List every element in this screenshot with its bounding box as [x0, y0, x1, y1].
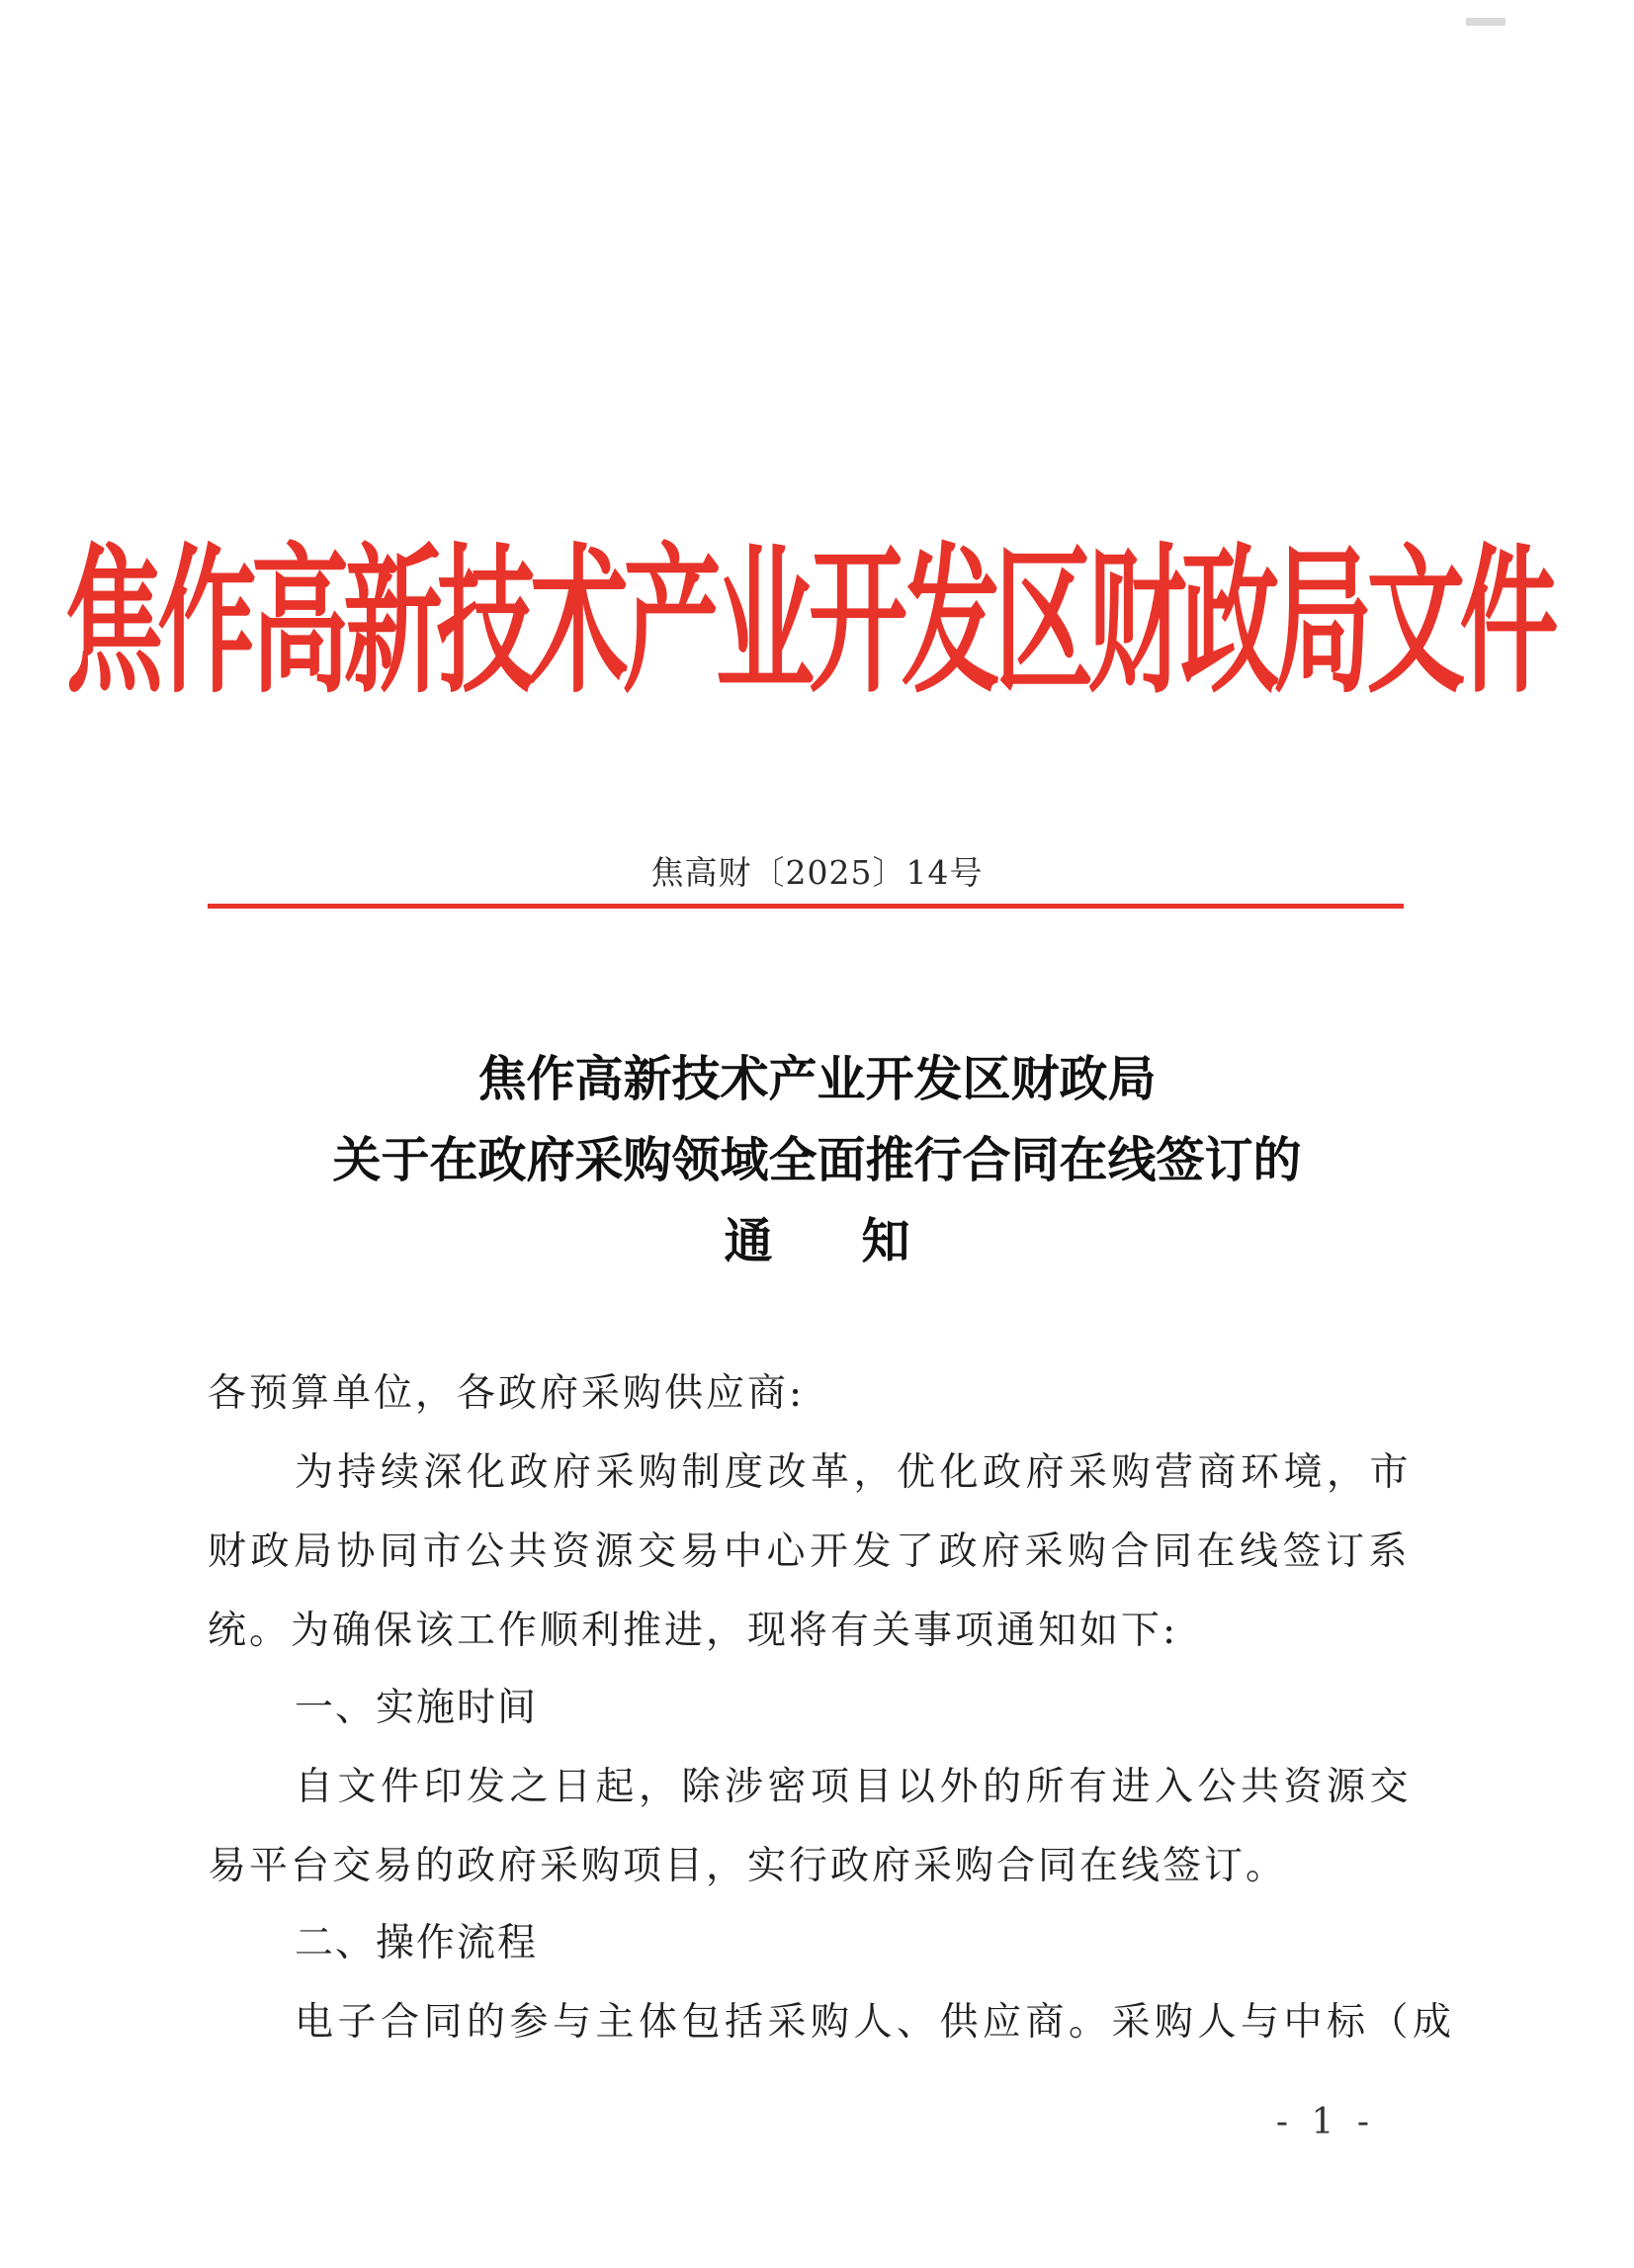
- paragraph-2-line-1: 自文件印发之日起，除涉密项目以外的所有进入公共资源交: [295, 1765, 1414, 1809]
- scan-mark: [1466, 18, 1505, 26]
- document-number: 焦高财〔2025〕14号: [650, 853, 984, 892]
- masthead-text: 焦作高新技术产业开发区财政局文件: [63, 528, 1553, 716]
- paragraph-1-line-3: 统。为确保该工作顺利推进，现将有关事项通知如下:: [208, 1609, 1179, 1653]
- masthead-title: [63, 514, 1553, 716]
- paragraph-2-line-2: 易平台交易的政府采购项目，实行政府采购合同在线签订。: [208, 1844, 1288, 1888]
- title-line-1: 焦作高新技术产业开发区财政局: [477, 1050, 1157, 1107]
- red-divider-line: [208, 904, 1404, 909]
- paragraph-1-line-2: 财政局协同市公共资源交易中心开发了政府采购合同在线签订系: [208, 1529, 1413, 1574]
- salutation: 各预算单位，各政府采购供应商:: [208, 1371, 806, 1416]
- paragraph-1-line-1: 为持续深化政府采购制度改革，优化政府采购营商环境，市: [295, 1450, 1414, 1495]
- paragraph-3-line-1: 电子合同的参与主体包括采购人、供应商。采购人与中标（成: [295, 2000, 1456, 2045]
- section-heading-1: 一、实施时间: [295, 1686, 539, 1730]
- title-line-2: 关于在政府采购领域全面推行合同在线签订的: [332, 1131, 1302, 1188]
- title-line-3: 通知: [724, 1212, 999, 1269]
- page-number: - 1 -: [1275, 2102, 1375, 2142]
- notice-title: [0, 1038, 1634, 1281]
- section-heading-2: 二、操作流程: [295, 1921, 539, 1965]
